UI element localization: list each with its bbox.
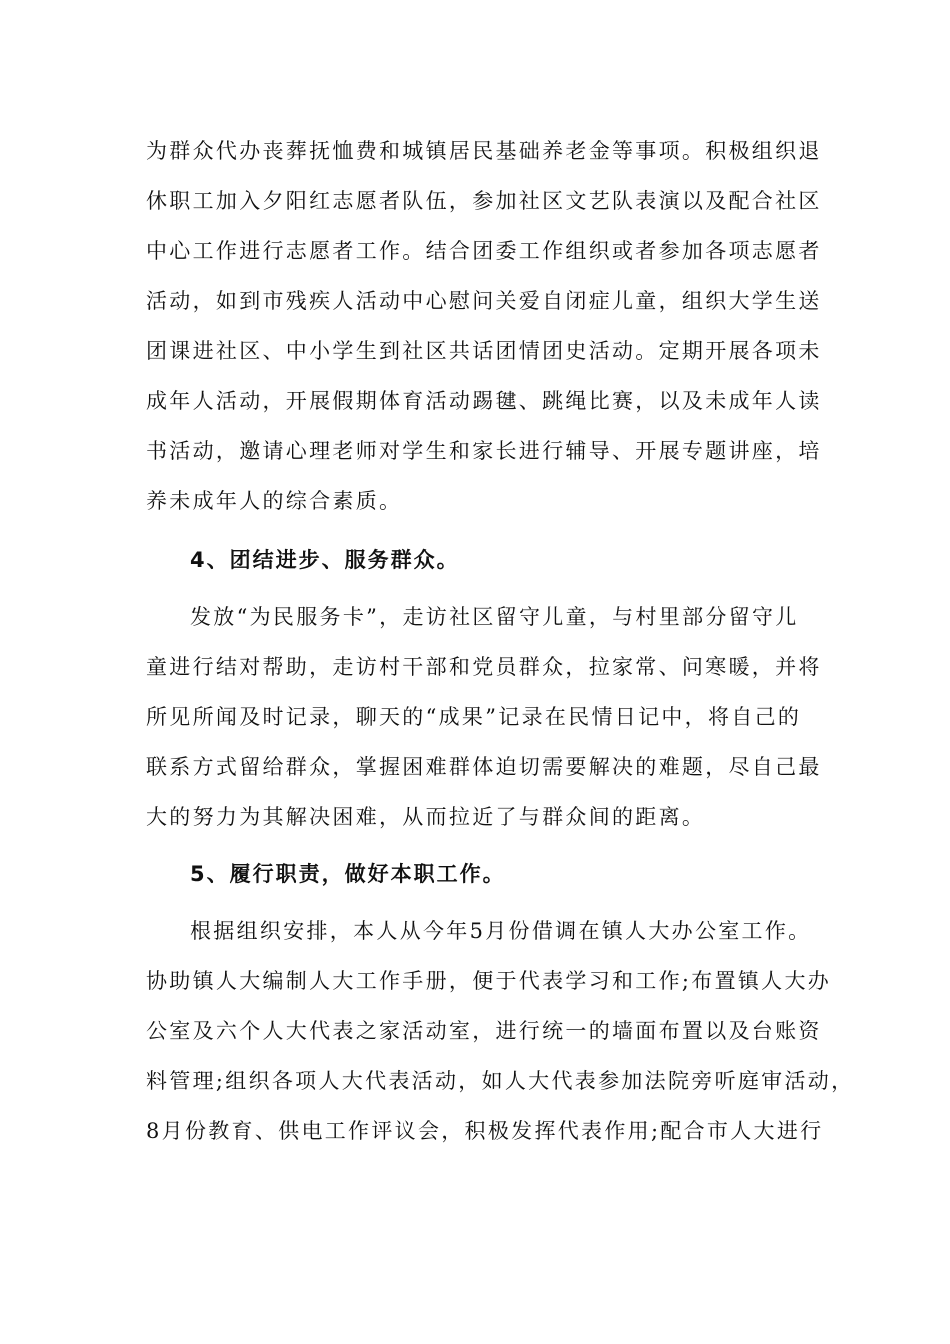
paragraph-line: 活动，如到市残疾人活动中心慰问关爱自闭症儿童，组织大学生送 <box>146 289 822 313</box>
paragraph-line: 童进行结对帮助，走访村干部和党员群众，拉家常、问寒暖，并将 <box>146 655 822 679</box>
paragraph-line: 联系方式留给群众，掌握困难群体迫切需要解决的难题，尽自己最 <box>146 755 822 779</box>
paragraph-line: 中心工作进行志愿者工作。结合团委工作组织或者参加各项志愿者 <box>146 239 822 263</box>
paragraph-line: 大的努力为其解决困难，从而拉近了与群众间的距离。 <box>146 805 706 829</box>
paragraph-line: 团课进社区、中小学生到社区共话团情团史活动。定期开展各项未 <box>146 339 822 363</box>
section-heading-5: 5、履行职责，做好本职工作。 <box>190 862 506 886</box>
paragraph-line: 为群众代办丧葬抚恤费和城镇居民基础养老金等事项。积极组织退 <box>146 139 822 163</box>
paragraph-line: 协助镇人大编制人大工作手册，便于代表学习和工作;布置镇人大办 <box>146 969 832 993</box>
paragraph-line: 书活动，邀请心理老师对学生和家长进行辅导、开展专题讲座，培 <box>146 439 822 463</box>
paragraph-line: 料管理;组织各项人大代表活动，如人大代表参加法院旁听庭审活动， <box>146 1069 855 1093</box>
paragraph-line: 8月份教育、供电工作评议会，积极发挥代表作用;配合市人大进行 <box>146 1119 824 1143</box>
paragraph-line: 公室及六个人大代表之家活动室，进行统一的墙面布置以及台账资 <box>146 1019 822 1043</box>
paragraph-line: 发放“为民服务卡”，走访社区留守儿童，与村里部分留守儿 <box>190 605 799 629</box>
paragraph-line: 养未成年人的综合素质。 <box>146 489 403 513</box>
paragraph-line: 根据组织安排，本人从今年5月份借调在镇人大办公室工作。 <box>190 919 812 943</box>
paragraph-line: 成年人活动，开展假期体育活动踢毽、跳绳比赛，以及未成年人读 <box>146 389 822 413</box>
paragraph-line: 休职工加入夕阳红志愿者队伍，参加社区文艺队表演以及配合社区 <box>146 189 822 213</box>
paragraph-line: 所见所闻及时记录，聊天的“成果”记录在民情日记中，将自己的 <box>146 705 802 729</box>
section-heading-4: 4、团结进步、服务群众。 <box>190 548 460 572</box>
